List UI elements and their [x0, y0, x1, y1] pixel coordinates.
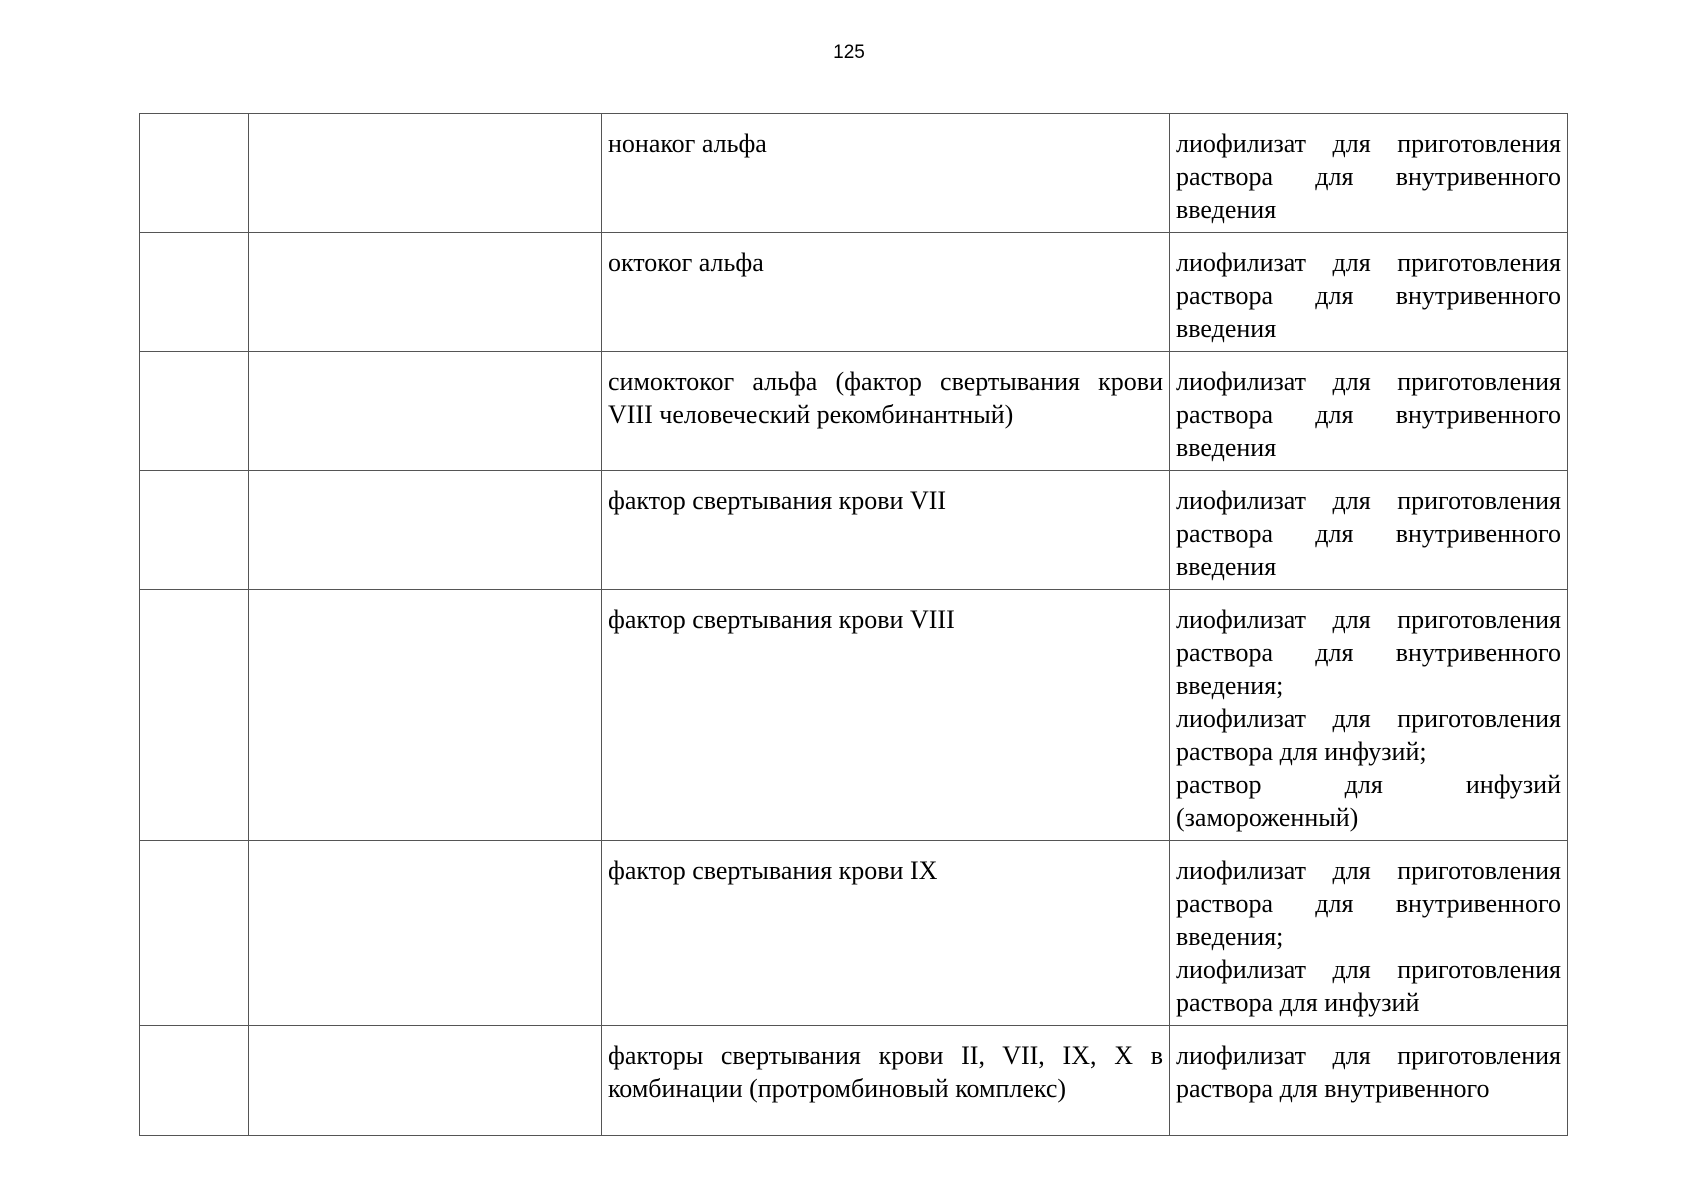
dosage-form-cell — [1170, 114, 1568, 233]
dosage-form: лиофилизат для приготовления раствора для внутривенного введения — [1176, 129, 1561, 224]
dosage-form: раствор для инфузий (замороженный) — [1176, 770, 1561, 832]
atc-group-cell — [249, 233, 602, 352]
atc-code-cell — [140, 841, 249, 1026]
substance-cell: фактор свертывания крови VIII — [602, 590, 1170, 841]
atc-group-cell — [249, 114, 602, 233]
table-row — [140, 590, 1568, 841]
drug-table — [139, 113, 1568, 1136]
substance-cell: фактор свертывания крови IX — [602, 841, 1170, 1026]
substance-cell: симоктоког альфа (фактор свертывания крови VIII человеческий рекомбинантный) — [602, 352, 1170, 471]
page-number: 125 — [833, 42, 865, 63]
dosage-form: лиофилизат для приготовления раствора для внутривенного введения — [1176, 248, 1561, 343]
table-row — [140, 352, 1568, 471]
atc-group-cell — [249, 352, 602, 471]
table-row — [140, 233, 1568, 352]
atc-code-cell — [140, 114, 249, 233]
substance-cell: фактор свертывания крови VII — [602, 471, 1170, 590]
dosage-form: лиофилизат для приготовления раствора для инфузий — [1176, 955, 1561, 1017]
dosage-form: лиофилизат для приготовления раствора для внутривенного введения — [1176, 367, 1561, 462]
atc-code-cell — [140, 233, 249, 352]
atc-code-cell — [140, 352, 249, 471]
dosage-form: лиофилизат для приготовления раствора для инфузий; — [1176, 704, 1561, 766]
substance-cell: нонаког альфа — [602, 114, 1170, 233]
table-row — [140, 114, 1568, 233]
dosage-form-cell — [1170, 471, 1568, 590]
atc-code-cell — [140, 471, 249, 590]
dosage-form: лиофилизат для приготовления раствора для внутривенного введения; — [1176, 856, 1561, 951]
atc-group-cell — [249, 590, 602, 841]
table-row — [140, 1026, 1568, 1136]
dosage-form-cell — [1170, 352, 1568, 471]
atc-code-cell — [140, 1026, 249, 1136]
dosage-form: лиофилизат для приготовления раствора для внутривенного — [1176, 1041, 1561, 1103]
dosage-form: лиофилизат для приготовления раствора для внутривенного введения; — [1176, 605, 1561, 700]
substance-cell: факторы свертывания крови II, VII, IX, X в комбинации (протромбиновый комплекс) — [602, 1026, 1170, 1136]
atc-group-cell — [249, 841, 602, 1026]
dosage-form-cell — [1170, 841, 1568, 1026]
dosage-form: лиофилизат для приготовления раствора для внутривенного введения — [1176, 486, 1561, 581]
dosage-form-cell — [1170, 233, 1568, 352]
dosage-form-cell — [1170, 1026, 1568, 1136]
table-row — [140, 471, 1568, 590]
table-row — [140, 841, 1568, 1026]
atc-code-cell — [140, 590, 249, 841]
atc-group-cell — [249, 1026, 602, 1136]
dosage-form-cell — [1170, 590, 1568, 841]
atc-group-cell — [249, 471, 602, 590]
substance-cell: октоког альфа — [602, 233, 1170, 352]
